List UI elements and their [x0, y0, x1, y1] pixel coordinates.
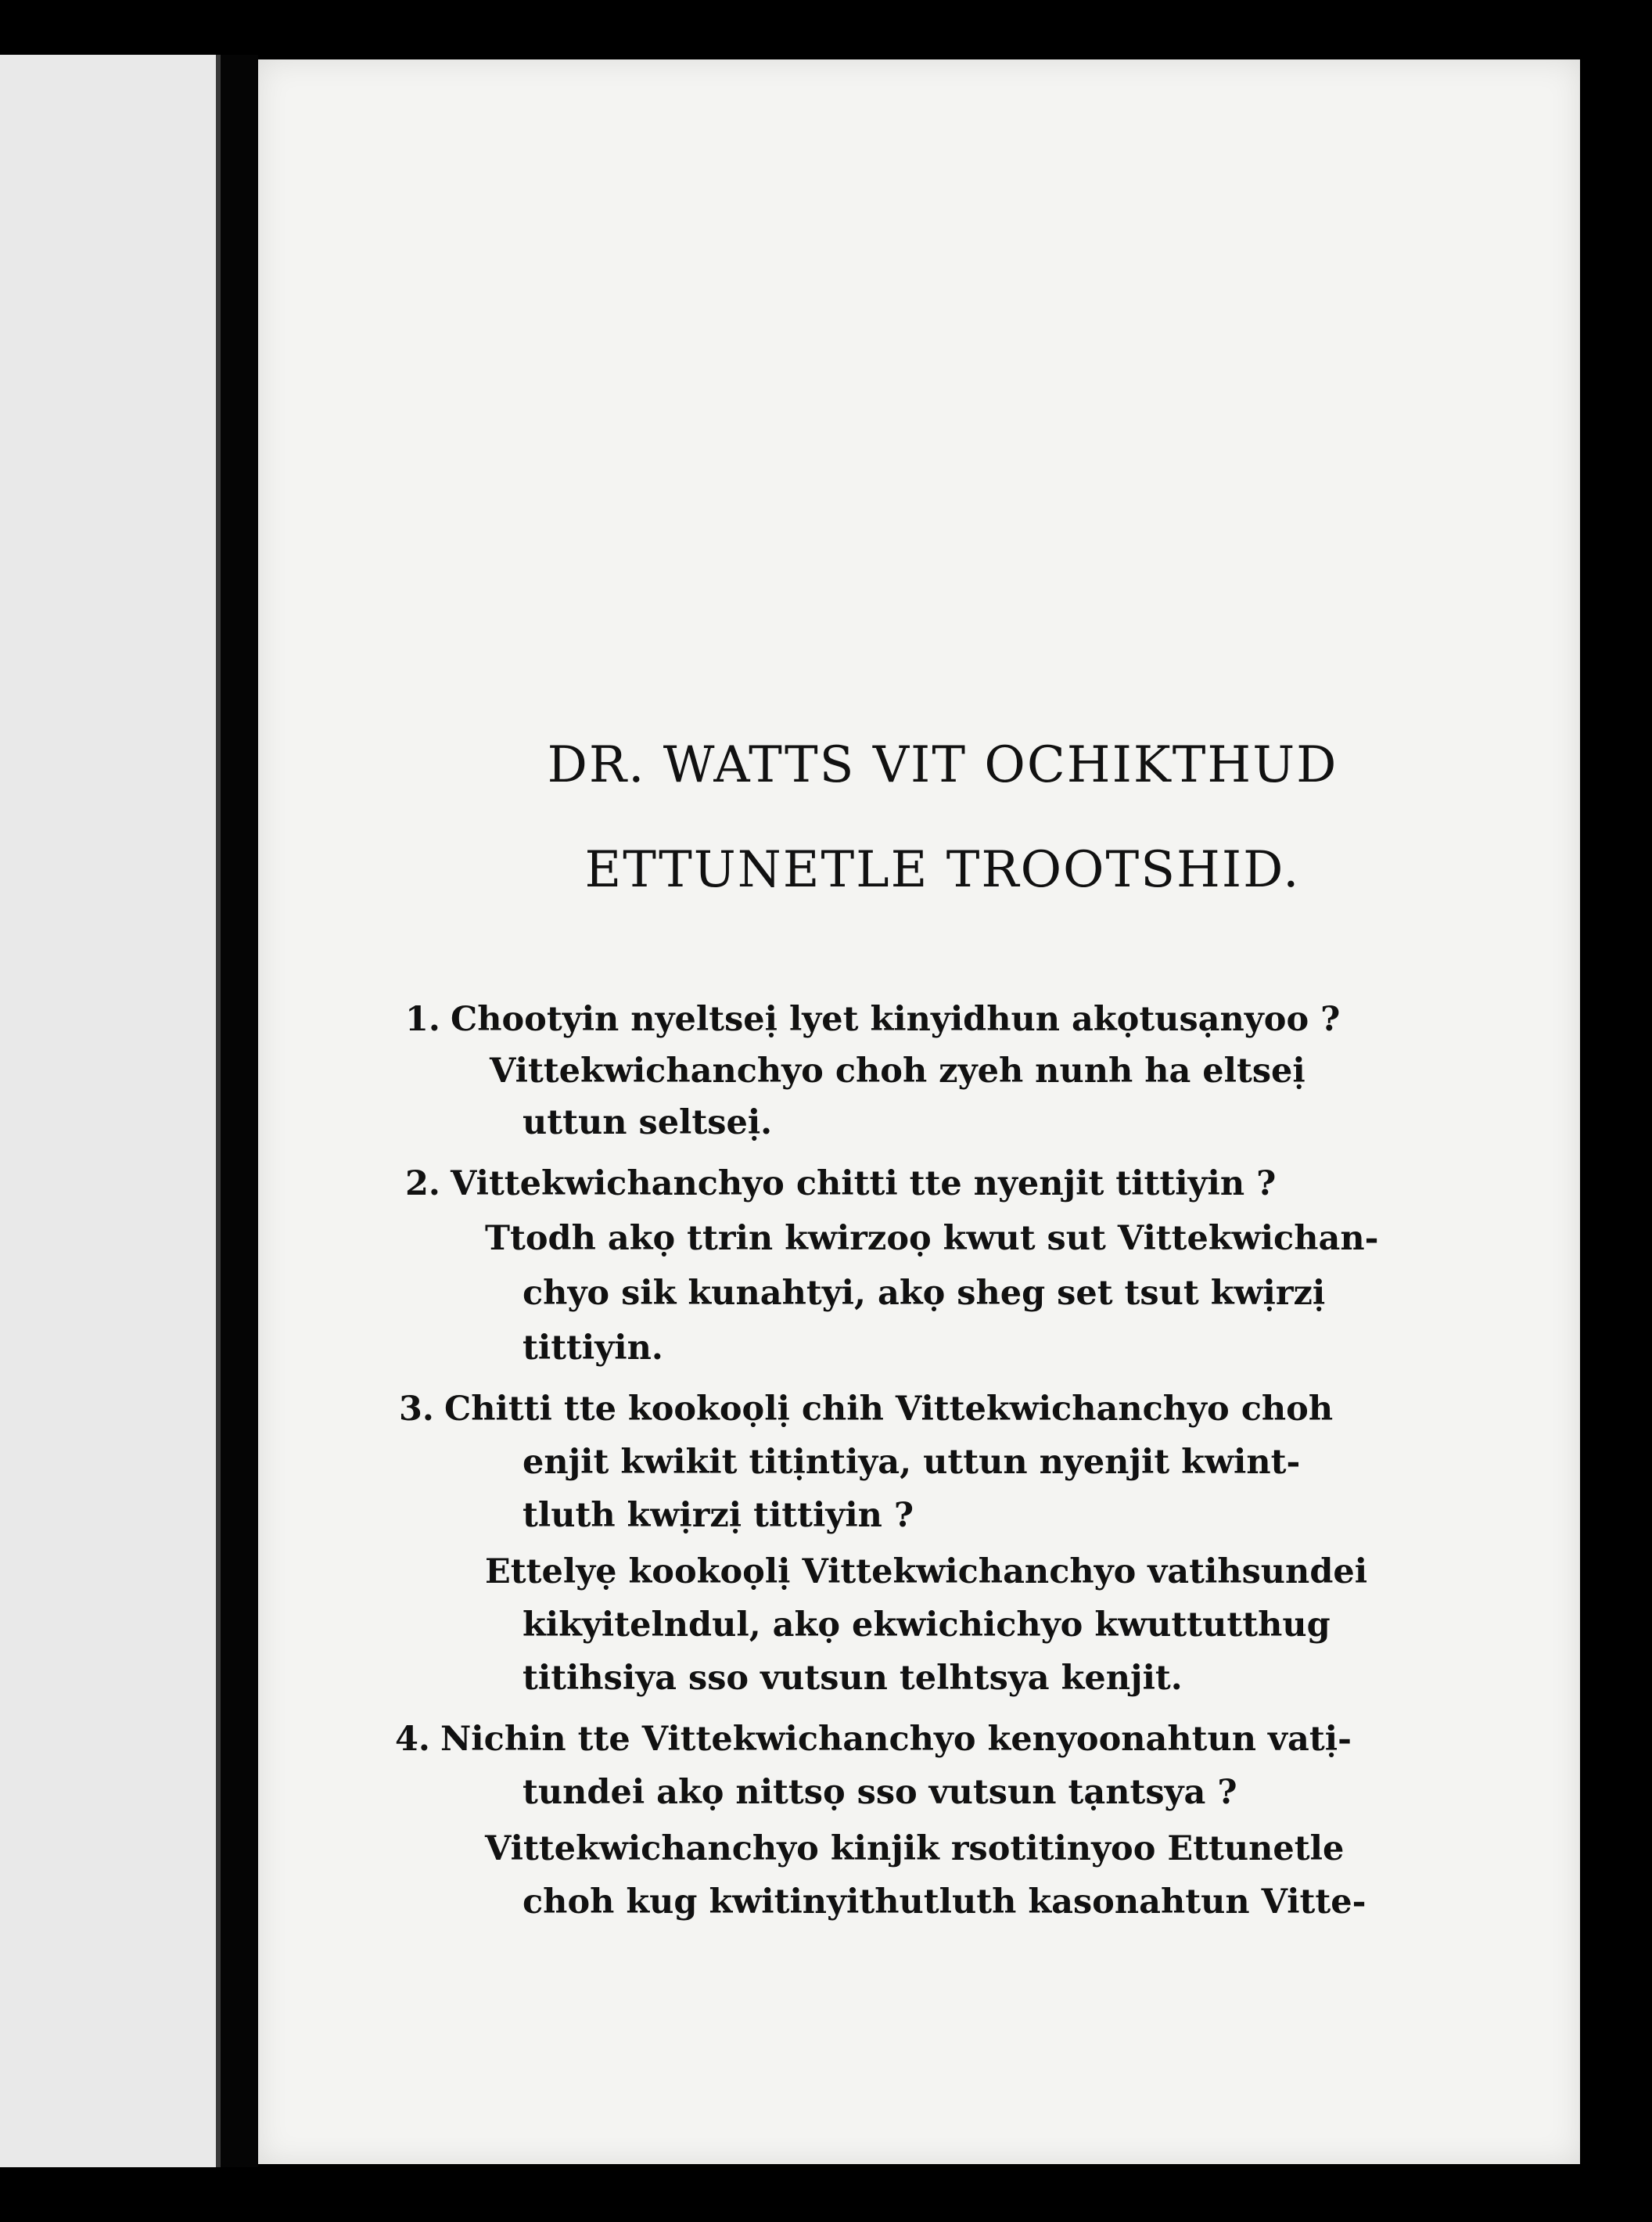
answer-2-line-2 [523, 1264, 1325, 1322]
answer-2-line-3 [523, 1319, 663, 1377]
question-text: enjit kwikit titịntiya, uttun nyenjit kwint- [523, 1443, 1301, 1482]
answer-3-line-1 [485, 1543, 1367, 1601]
answer-3-line-2 [523, 1596, 1331, 1654]
answer-text: titihsiya sso vutsun telhtsya kenjit. [523, 1659, 1183, 1698]
answer-text: tittiyin. [523, 1329, 663, 1368]
answer-4-line-2 [523, 1873, 1366, 1931]
question-text: Chootyin nyeltseị lyet kinyidhun akọtusạnyoo ? [451, 1000, 1341, 1039]
answer-text: kikyitelndul, akọ ekwichichyo kwuttutthug [523, 1605, 1331, 1645]
answer-text: Ettelyẹ kookoọlị Vittekwichanchyo vatihsundei [485, 1552, 1368, 1591]
answer-text: uttun seltseị. [523, 1103, 773, 1142]
answer-4-line-1 [485, 1820, 1344, 1878]
question-text: tundei akọ nittsọ sso vutsun tạntsya ? [523, 1773, 1237, 1812]
page-title-line-1: DR. WATTS VIT OCHIKTHUD [547, 736, 1338, 794]
answer-text: chyo sik kunahtyi, akọ sheg set tsut kwịrzị [523, 1274, 1326, 1313]
page-title-line-2: ETTUNETLE TROOTSHID. [584, 841, 1301, 899]
book-gutter [221, 55, 258, 2167]
answer-1-line-1 [490, 1042, 1467, 1100]
facing-page-fragment [0, 55, 221, 2167]
question-number: 3. [399, 1390, 434, 1429]
question-4 [395, 1710, 1352, 1768]
answer-text: Vittekwichanchyo kinjik rsotitinyoo Ettunetle [485, 1829, 1345, 1868]
question-3-line-3 [523, 1487, 914, 1544]
question-text: Vittekwichanchyo chitti tte nyenjit tittiyin ? [451, 1164, 1277, 1203]
question-text: Nichin tte Vittekwichanchyo kenyoonahtun vatị- [440, 1720, 1352, 1759]
answer-text: Vittekwichanchyo choh zyeh nunh ha eltseị [490, 1052, 1305, 1091]
question-text: tluth kwịrzị tittiyin ? [523, 1496, 914, 1535]
question-3-line-2 [523, 1433, 1300, 1491]
question-text: Chitti tte kookoọlị chih Vittekwichanchyo choh [444, 1390, 1334, 1429]
question-4-line-2 [523, 1764, 1237, 1821]
question-3 [399, 1380, 1333, 1438]
question-number: 2. [405, 1164, 440, 1203]
answer-text: choh kug kwitinyithutluth kasonahtun Vitte- [523, 1882, 1366, 1922]
answer-2-line-1 [485, 1210, 1378, 1267]
answer-1-line-2 [523, 1094, 772, 1152]
question-2 [405, 1155, 1276, 1213]
question-number: 4. [395, 1720, 430, 1759]
question-number: 1. [405, 1000, 440, 1039]
question-1 [405, 991, 1340, 1048]
answer-3-line-3 [523, 1649, 1183, 1707]
book-page [258, 59, 1580, 2164]
answer-text: Ttodh akọ ttrin kwirzoọ kwut sut Vittekwichan- [485, 1219, 1379, 1258]
